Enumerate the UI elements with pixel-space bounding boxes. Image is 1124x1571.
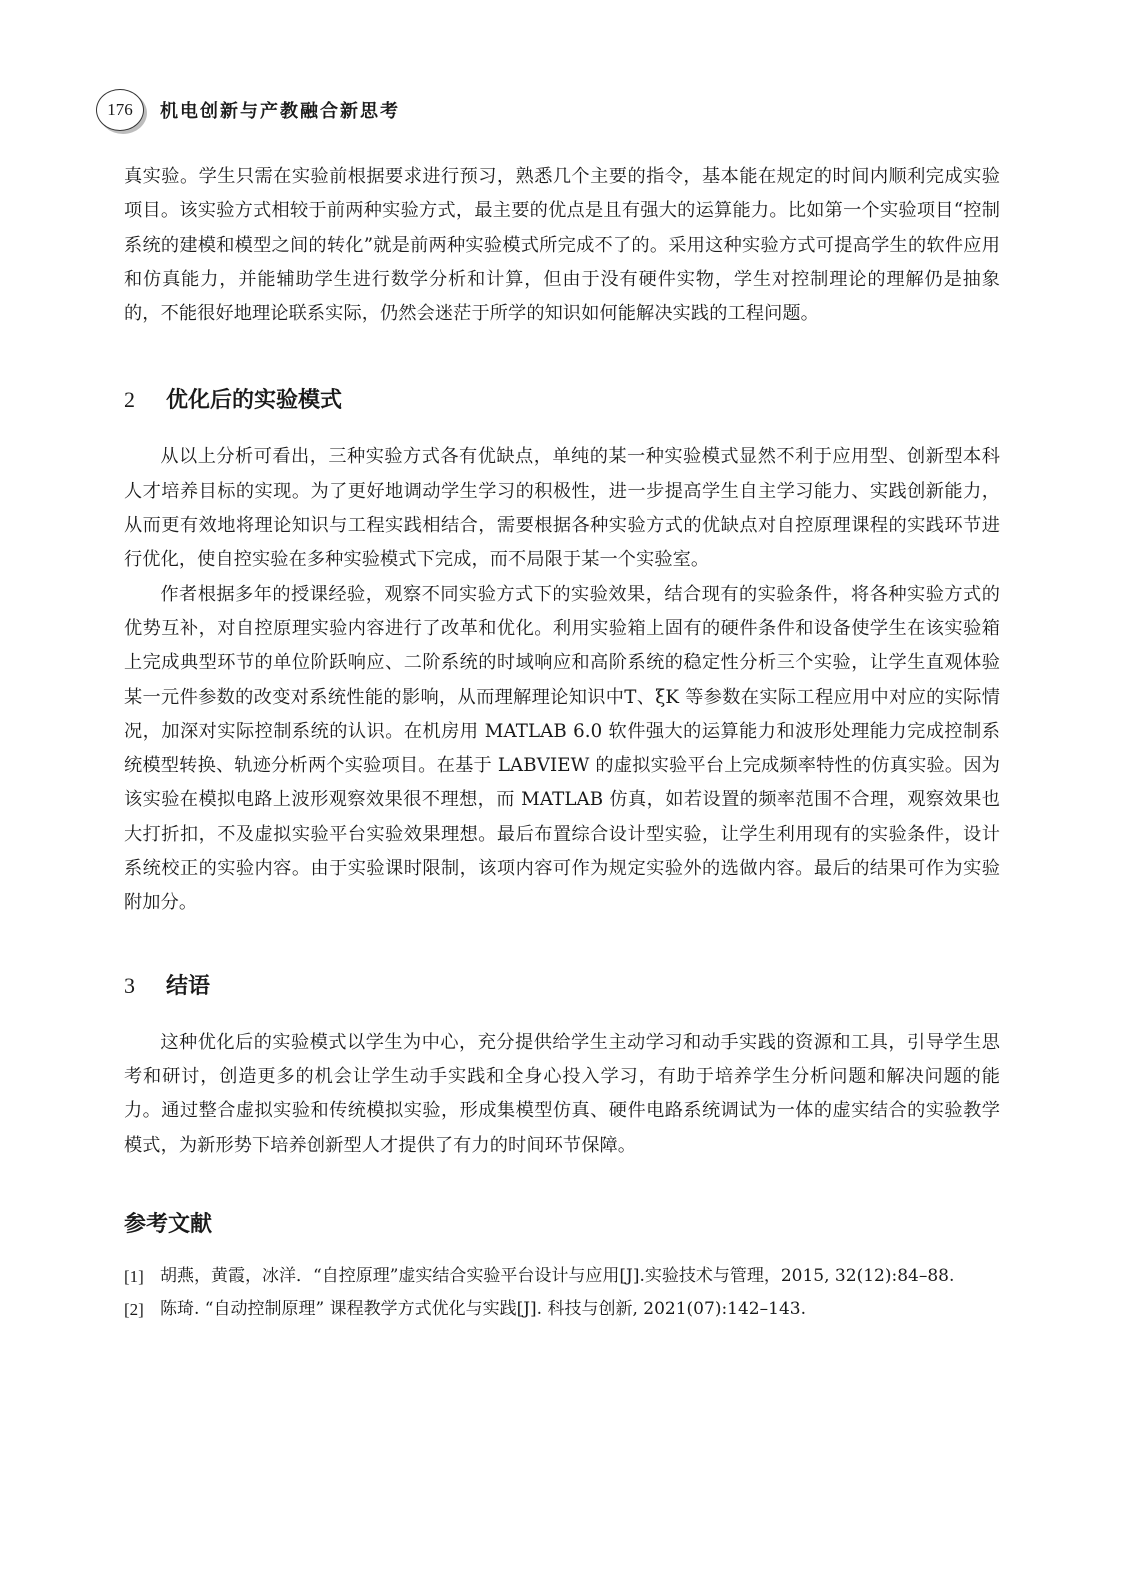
running-title: 机电创新与产教融合新思考 [160,101,400,122]
section-2-title: 优化后的实验模式 [166,388,343,414]
reference-text: 胡燕，黄霞，冰洋．“自控原理”虚实结合实验平台设计与应用[J].实验技术与管理，2015, 32(12):84–88. [160,1265,955,1286]
section-2-heading [124,383,1000,414]
section-2-paragraph-1: 从以上分析可看出，三种实验方式各有优缺点，单纯的某一种实验模式显然不利于应用型、创新型本科人才培养目标的实现。为了更好地调动学生学习的积极性，进一步提高学生自主学习能力、实践创新能力，从而更有效地将理论知识与工程实践相结合，需要根据各种实验方式的优缺点对自控原理课程的实践环节进行优化，使自控实验在多种实验模式下完成，而不局限于某一个实验室。 [124,446,1000,571]
page-number: 176 [107,100,133,119]
page-number-badge [96,89,144,131]
section-3-title: 结语 [166,973,211,999]
reference-mark: [2] [124,1299,144,1319]
paragraph-intro: 真实验。学生只需在实验前根据要求进行预习，熟悉几个主要的指令，基本能在规定的时间内顺利完成实验项目。该实验方式相较于前两种实验方式，最主要的优点是且有强大的运算能力。比如第一个实验项目“控制系统的建模和模型之间的转化”就是前两种实验模式所完成不了的。采用这种实验方式可提高学生的软件应用和仿真能力，并能辅助学生进行数学分析和计算，但由于没有硬件实物，学生对控制理论的理解仍是抽象的，不能很好地理论联系实际，仍然会迷茫于所学的知识如何能解决实践的工程问题。 [124,166,1000,325]
references-list [124,1260,1000,1326]
section-3-number: 3 [124,972,135,998]
section-3-paragraph-1: 这种优化后的实验模式以学生为中心，充分提供给学生主动学习和动手实践的资源和工具，引导学生思考和研讨，创造更多的机会让学生动手实践和全身心投入学习，有助于培养学生分析问题和解决问题的能力。通过整合虚拟实验和传统模拟实验，形成集模型仿真、硬件电路系统调试为一体的虚实结合的实验教学模式，为新形势下培养创新型人才提供了有力的时间环节保障。 [124,1031,1000,1156]
main-content [124,160,1000,1326]
section-2-paragraph-2: 作者根据多年的授课经验，观察不同实验方式下的实验效果，结合现有的实验条件，将各种实验方式的优势互补，对自控原理实验内容进行了改革和优化。利用实验箱上固有的硬件条件和设备使学生在该实验箱上完成典型环节的单位阶跃响应、二阶系统的时域响应和高阶系统的稳定性分析三个实验，让学生直观体验某一元件参数的改变对系统性能的影响，从而理解理论知识中T、ξK 等参数在实际工程应用中对应的实际情况，加深对实际控制系统的认识。在机房用 MATLAB 6.0 软件强大的运算能力和波形处理能力完成控制系统模型转换、轨迹分析两个实验项目。在基于 LABVIEW 的虚拟实验平台上完成频率特性的仿真实验。因为该实验在模拟电路上波形观察效果很不理想，而 MATLAB 仿真，如若设置的频率范围不合理，观察效果也大打折扣，不及虚拟实验平台实验效果理想。最后布置综合设计型实验，让学生利用现有的实验条件，设计系统校正的实验内容。由于实验课时限制，该项内容可作为规定实验外的选做内容。最后的结果可作为实验附加分。 [124,583,1000,914]
reference-item-2 [124,1293,1000,1326]
reference-text: 陈琦. “自动控制原理” 课程教学方式优化与实践[J]. 科技与创新, 2021(07):142–143. [160,1298,806,1319]
references-heading: 参考文献 [124,1211,213,1237]
running-header [96,88,400,132]
section-3-heading [124,969,1000,1000]
reference-item-1 [124,1260,1000,1293]
reference-mark: [1] [124,1266,144,1286]
section-2-number: 2 [124,387,135,413]
